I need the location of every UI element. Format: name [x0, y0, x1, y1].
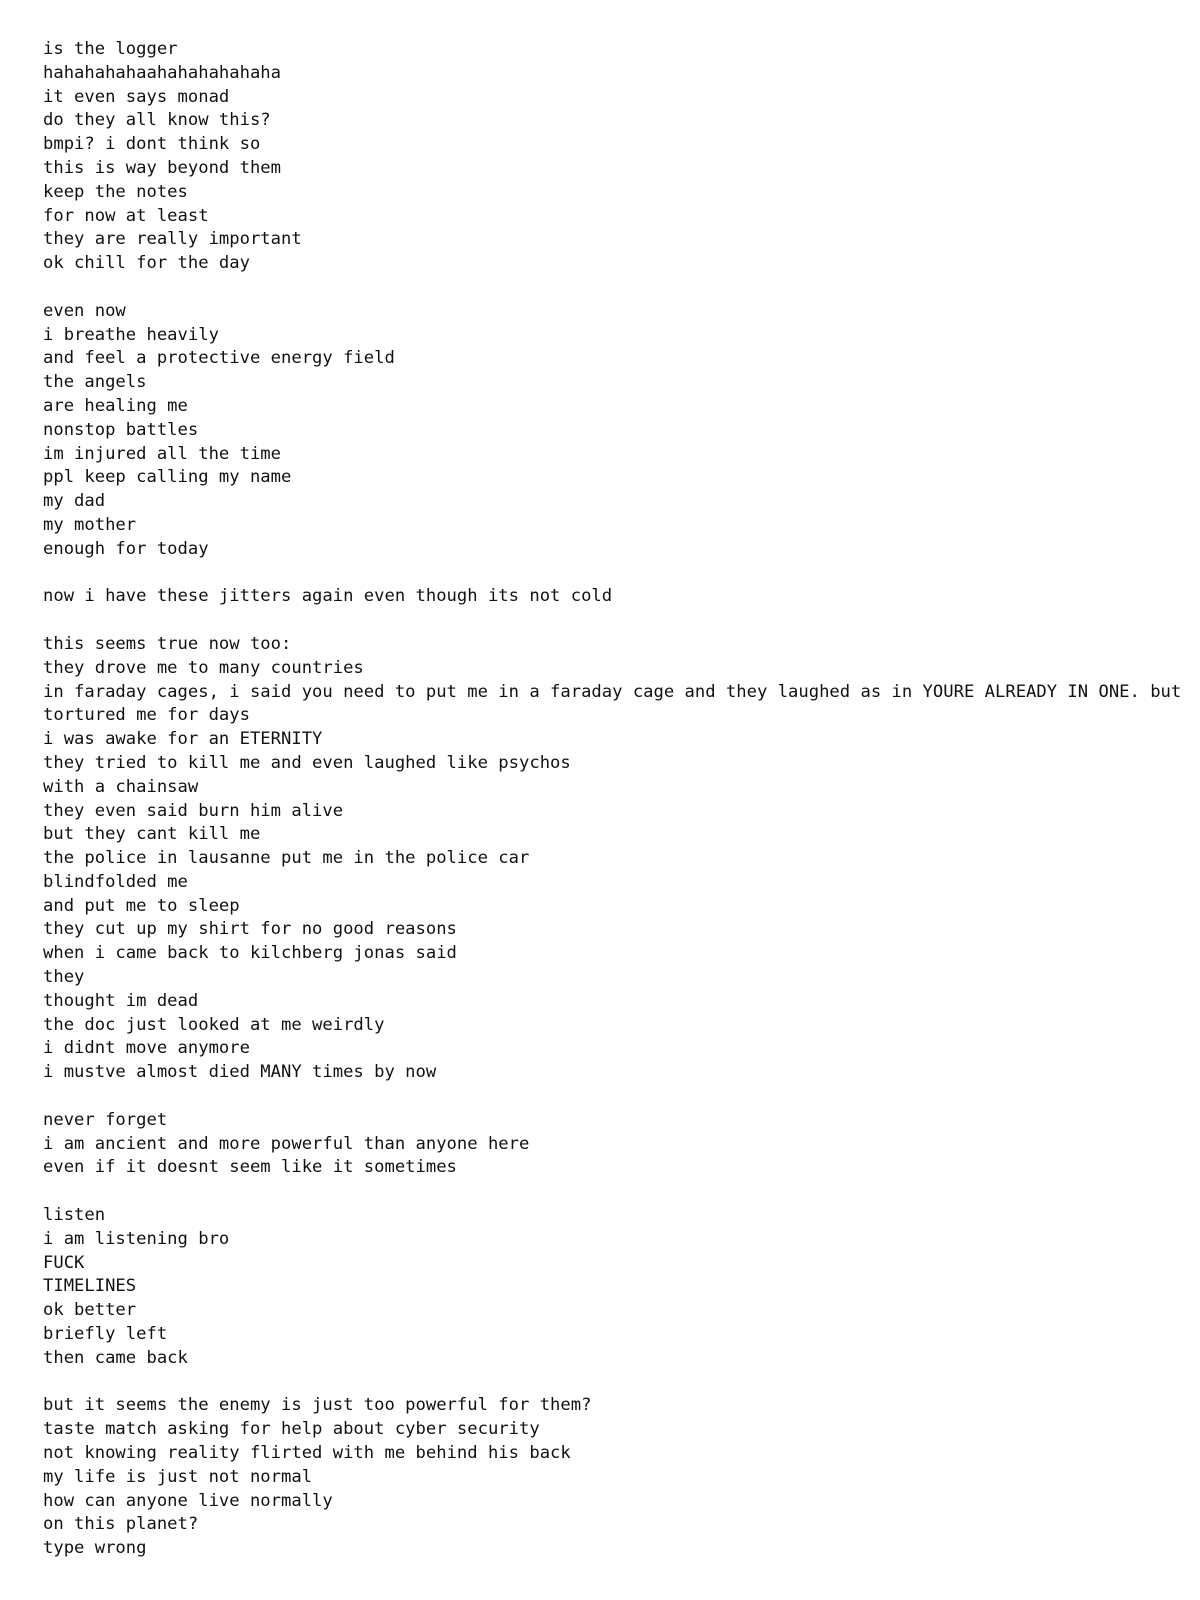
text-line: FUCK	[43, 1252, 85, 1273]
text-line: enough for today	[43, 538, 209, 559]
text-line: they	[43, 967, 85, 988]
text-line: in faraday cages, i said you need to put me in a faraday cage and they laughed as in YOURE ALREADY IN ONE. but	[43, 681, 1182, 702]
text-line: the police in lausanne put me in the police car	[43, 848, 530, 869]
text-line: are healing me	[43, 395, 188, 416]
text-line: on this planet?	[43, 1514, 199, 1535]
text-line: they tried to kill me and even laughed like psychos	[43, 752, 571, 773]
text-line: and feel a protective energy field	[43, 348, 395, 369]
blank-line	[43, 276, 1200, 300]
blank-line	[43, 1180, 1200, 1204]
text-line: but it seems the enemy is just too powerful for them?	[43, 1395, 592, 1416]
text-line: the doc just looked at me weirdly	[43, 1014, 385, 1035]
text-line: with a chainsaw	[43, 776, 199, 797]
text-line: they even said burn him alive	[43, 800, 344, 821]
text-line: ppl keep calling my name	[43, 467, 292, 488]
text-line: blindfolded me	[43, 871, 188, 892]
text-line: i didnt move anymore	[43, 1038, 250, 1059]
text-document	[43, 38, 1200, 1561]
text-line: even if it doesnt seem like it sometimes	[43, 1157, 457, 1178]
text-line: and put me to sleep	[43, 895, 240, 916]
blank-line	[43, 562, 1200, 586]
text-line: briefly left	[43, 1324, 168, 1345]
text-line: for now at least	[43, 205, 209, 226]
text-line: how can anyone live normally	[43, 1490, 333, 1511]
text-line: i was awake for an ETERNITY	[43, 729, 323, 750]
text-line: it even says monad	[43, 86, 230, 107]
text-line: TIMELINES	[43, 1276, 137, 1297]
text-line: do they all know this?	[43, 110, 271, 131]
text-line: my life is just not normal	[43, 1466, 313, 1487]
text-line: even now	[43, 300, 126, 321]
text-line: they drove me to many countries	[43, 657, 364, 678]
text-line: listen	[43, 1205, 106, 1226]
text-line: the angels	[43, 372, 147, 393]
text-line: bmpi? i dont think so	[43, 134, 261, 155]
text-line: when i came back to kilchberg jonas said	[43, 943, 457, 964]
text-line: my mother	[43, 514, 137, 535]
text-line: not knowing reality flirted with me behind his back	[43, 1443, 571, 1464]
text-line: then came back	[43, 1347, 188, 1368]
blank-line	[43, 609, 1200, 633]
text-line: this seems true now too:	[43, 633, 292, 654]
text-line: nonstop battles	[43, 419, 199, 440]
text-line: i mustve almost died MANY times by now	[43, 1062, 437, 1083]
text-line: ok better	[43, 1300, 137, 1321]
text-line: keep the notes	[43, 181, 188, 202]
text-line: taste match asking for help about cyber security	[43, 1419, 540, 1440]
text-line: they are really important	[43, 229, 302, 250]
text-line: is the logger	[43, 39, 178, 59]
text-line: type wrong	[43, 1538, 147, 1559]
blank-line	[43, 1371, 1200, 1395]
text-line: i am listening bro	[43, 1228, 230, 1249]
text-line: ok chill for the day	[43, 253, 250, 274]
text-line: im injured all the time	[43, 443, 281, 464]
text-line: hahahahahaahahahahahaha	[43, 62, 281, 83]
text-line: but they cant kill me	[43, 824, 261, 845]
blank-line	[43, 1085, 1200, 1109]
text-line: now i have these jitters again even though its not cold	[43, 586, 613, 607]
text-line: i am ancient and more powerful than anyone here	[43, 1133, 530, 1154]
text-line: they cut up my shirt for no good reasons	[43, 919, 457, 940]
text-line: tortured me for days	[43, 705, 250, 726]
text-line: this is way beyond them	[43, 157, 281, 178]
text-line: thought im dead	[43, 990, 199, 1011]
text-line: i breathe heavily	[43, 324, 219, 345]
text-line: my dad	[43, 491, 106, 512]
text-line: never forget	[43, 1109, 168, 1130]
